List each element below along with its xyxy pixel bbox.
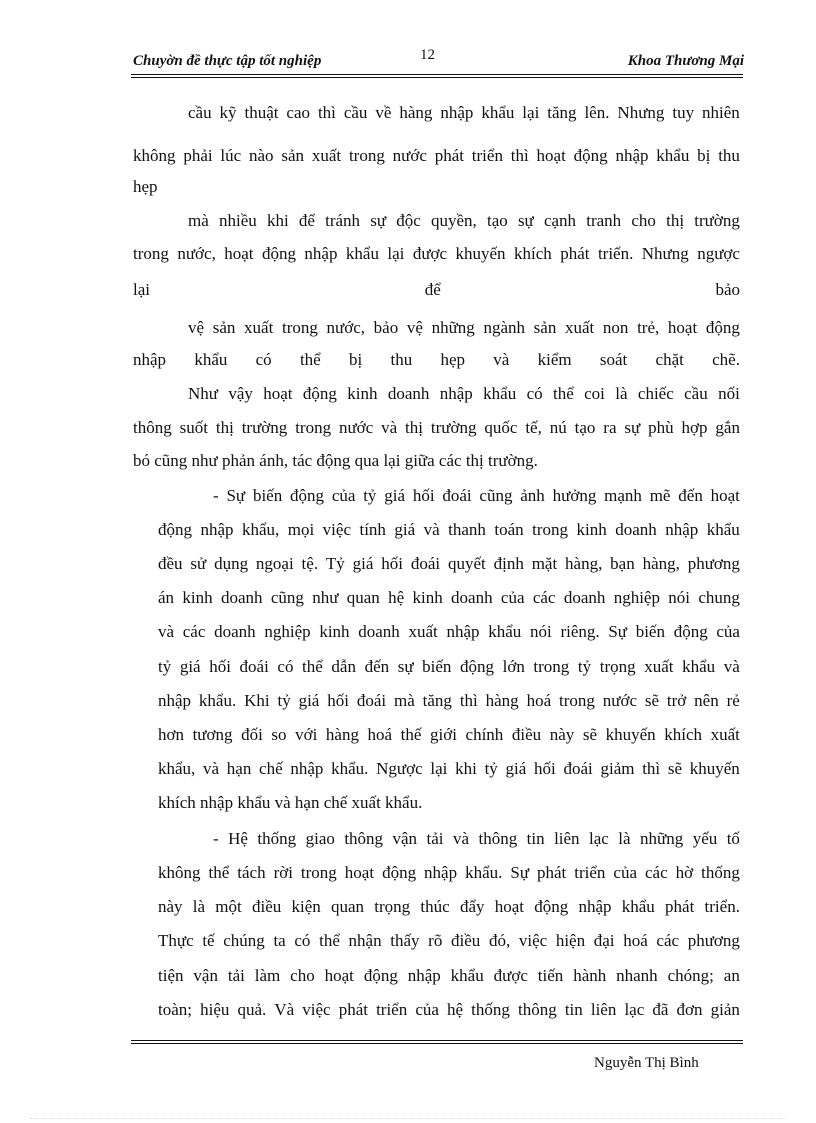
header-right-title: Khoa Thương Mại [627,53,744,69]
text-line: thông suốt thị trường trong nước và thị trường quốc tế, nú tạo ra sự phù hợp gắn [133,418,740,437]
text-line: không phải lúc nào sản xuất trong nước phát triển thì hoạt động nhập khẩu bị thu [133,146,740,165]
text-line: không thể tách rời trong hoạt động nhập khẩu. Sự phát triển của các hờ thống [158,863,740,882]
text-line: động nhập khẩu, mọi việc tính giá và thanh toán trong kinh doanh nhập khẩu [158,520,740,539]
text-line: nhập khẩu. Khi tỷ giá hối đoái mà tăng thì hàng hoá trong nước sẽ trở nên rẻ [158,691,740,710]
footer-author: Nguyễn Thị Bình [594,1055,699,1071]
text-line: nhập khẩu có thể bị thu hẹp và kiểm soát chặt chẽ. [133,350,740,369]
text-line: khẩu, và hạn chế nhập khẩu. Ngược lại khi tỷ giá hối đoái giảm thì sẽ khuyến [158,759,740,778]
text-line: và các doanh nghiệp kinh doanh xuất nhập khẩu nói riêng. Sự biến động của [158,622,740,641]
header-rule-top [131,74,743,75]
text-line: Như vậy hoạt động kinh doanh nhập khẩu có thể coi là chiếc cầu nối [188,384,740,403]
text-line: hẹp [133,177,158,196]
text-line: lại để bảo [133,280,740,299]
text-line: tỷ giá hối đoái có thể dẫn đến sự biến động lớn trong tỷ trọng xuất khẩu và [158,657,740,676]
header-rule-bottom [131,77,743,78]
text-line: vệ sản xuất trong nước, bảo vệ những ngành sản xuất non trẻ, hoạt động [188,318,740,337]
text-line: trong nước, hoạt động nhập khẩu lại được khuyến khích phát triển. Nhưng ngược [133,244,740,263]
text-line: bó cũng như phản ánh, tác động qua lại giữa các thị trường. [133,451,538,470]
page-edge [30,1118,786,1119]
page-number: 12 [420,47,435,63]
text-line: khích nhập khẩu và hạn chế xuất khẩu. [158,793,423,812]
text-line: toàn; hiệu quả. Và việc phát triển của hệ thống thông tin liên lạc đã đơn giản [158,1000,740,1019]
text-line: này là một điều kiện quan trọng thúc đẩy hoạt động nhập khẩu phát triển. [158,897,740,916]
footer-rule-bottom [131,1043,743,1044]
text-line: tiện vận tải làm cho hoạt động nhập khẩu được tiến hành nhanh chóng; an [158,966,740,985]
text-line: - Hệ thống giao thông vận tải và thông tin liên lạc là những yếu tố [213,829,740,848]
text-line: đều sử dụng ngoại tệ. Tỷ giá hối đoái quyết định mặt hàng, bạn hàng, phương [158,554,740,573]
footer-rule-top [131,1040,743,1041]
text-line: hơn tương đối so với hàng hoá thế giới chính điều này sẽ khuyến khích xuất [158,725,740,744]
header-left-title: Chuyờn đề thực tập tốt nghiệp [133,53,322,69]
text-line: án kinh doanh cũng như quan hệ kinh doanh của các doanh nghiệp nói chung [158,588,740,607]
text-line: Thực tế chúng ta có thể nhận thấy rõ điều đó, việc hiện đại hoá các phương [158,931,740,950]
text-line: mà nhiều khi để tránh sự độc quyền, tạo sự cạnh tranh cho thị trường [188,211,740,230]
text-line: cầu kỹ thuật cao thì cầu về hàng nhập khẩu lại tăng lên. Nhưng tuy nhiên [188,103,740,122]
text-line: - Sự biến động của tỷ giá hối đoái cũng ảnh hưởng mạnh mẽ đến hoạt [213,486,740,505]
